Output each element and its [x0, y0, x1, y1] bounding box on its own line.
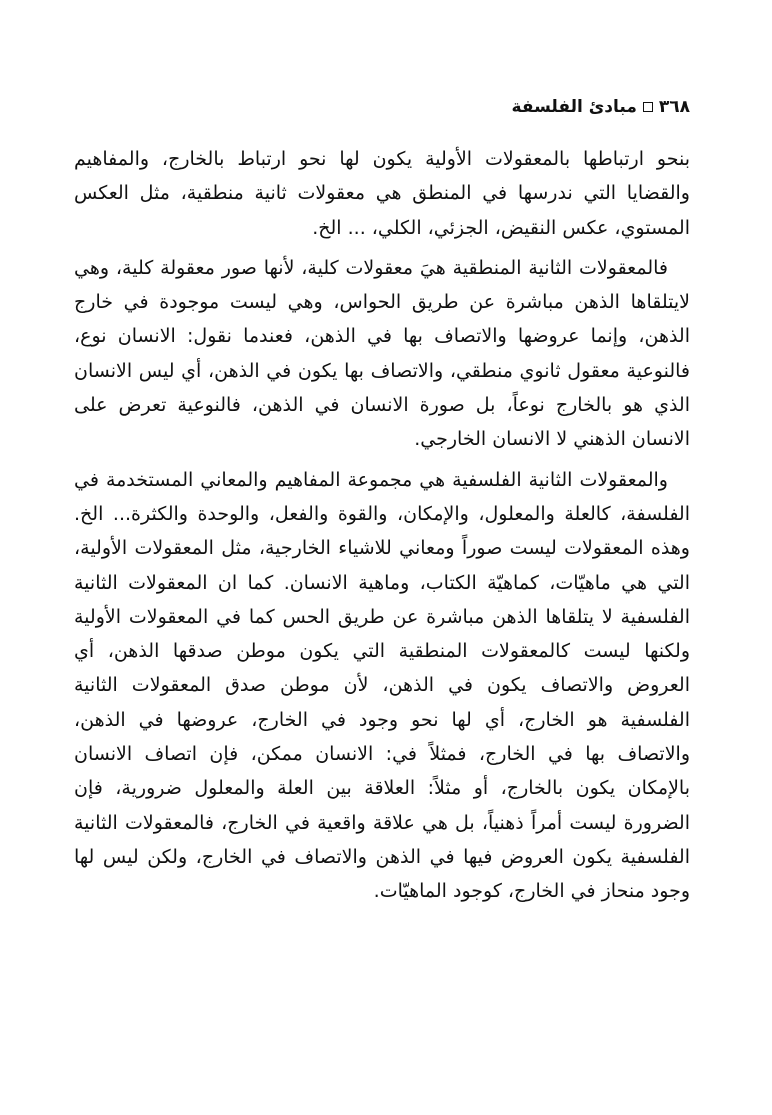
- square-separator-icon: [643, 102, 653, 112]
- page-number: ٣٦٨: [658, 97, 690, 117]
- paragraph-3: والمعقولات الثانية الفلسفية هي مجموعة المفاهيم والمعاني المستخدمة في الفلسفة، كالعلة والمعلول، والإمكان، والقوة والفعل، والوحدة والكثرة... الخ. وهذه المعقولات ليست صوراً ومعاني للاشياء الخارجية، مثل المعقولات الأولية، التي هي ماهيّات، كماهيّة الكتاب، وماهية الانسان. كما ان المعقولات الثانية الفلسفية لا يتلقاها الذهن مباشرة عن طريق الحس كما في المعقولات الأولية ولكنها ليست كالمعقولات المنطقية التي يكون موطن صدقها الذهن، أي العروض والاتصاف يكون في الذهن، لأن موطن صدق المعقولات الثانية الفلسفية هو الخارج، أي لها نحو وجود في الخارج، عروضها في الذهن، والاتصاف بها في الخارج، فمثلاً في: الانسان ممكن، فإن اتصاف الانسان بالإمكان يكون بالخارج، أو مثلاً: العلاقة بين العلة والمعلول ضرورية، فإن الضرورة ليست أمراً ذهنياً، بل هي علاقة واقعية في الخارج، فالمعقولات الثانية الفلسفية يكون العروض فيها في الذهن والاتصاف في الخارج، ولكن ليس لها وجود منحاز في الخارج، كوجود الماهيّات.: [74, 468, 690, 903]
- book-title: مبادئ الفلسفة: [511, 97, 637, 117]
- paragraph-2: فالمعقولات الثانية المنطقية هيَ معقولات كلية، لأنها صور معقولة كلية، وهي لايتلقاها الذهن مباشرة عن طريق الحواس، وهي ليست موجودة في خارج الذهن، وإنما عروضها والاتصاف بها في الذهن، فعندما نقول: الانسان نوع، فالنوعية معقول ثانوي منطقي، والاتصاف بها يكون في الذهن، أي ليس الانسان الذي هو بالخارج نوعاً، بل صورة الانسان في الذهن، فالنوعية تعرض على الانسان الذهني لا الانسان الخارجي.: [74, 256, 690, 451]
- page-body: [74, 142, 690, 909]
- running-header: [74, 92, 690, 122]
- paragraph-1: بنحو ارتباطها بالمعقولات الأولية يكون لها نحو ارتباط بالخارج، والمفاهيم والقضايا التي ندرسها في المنطق هي معقولات ثانية منطقية، مثل العكس المستوي، عكس النقيض، الجزئي، الكلي، ... الخ.: [74, 148, 690, 239]
